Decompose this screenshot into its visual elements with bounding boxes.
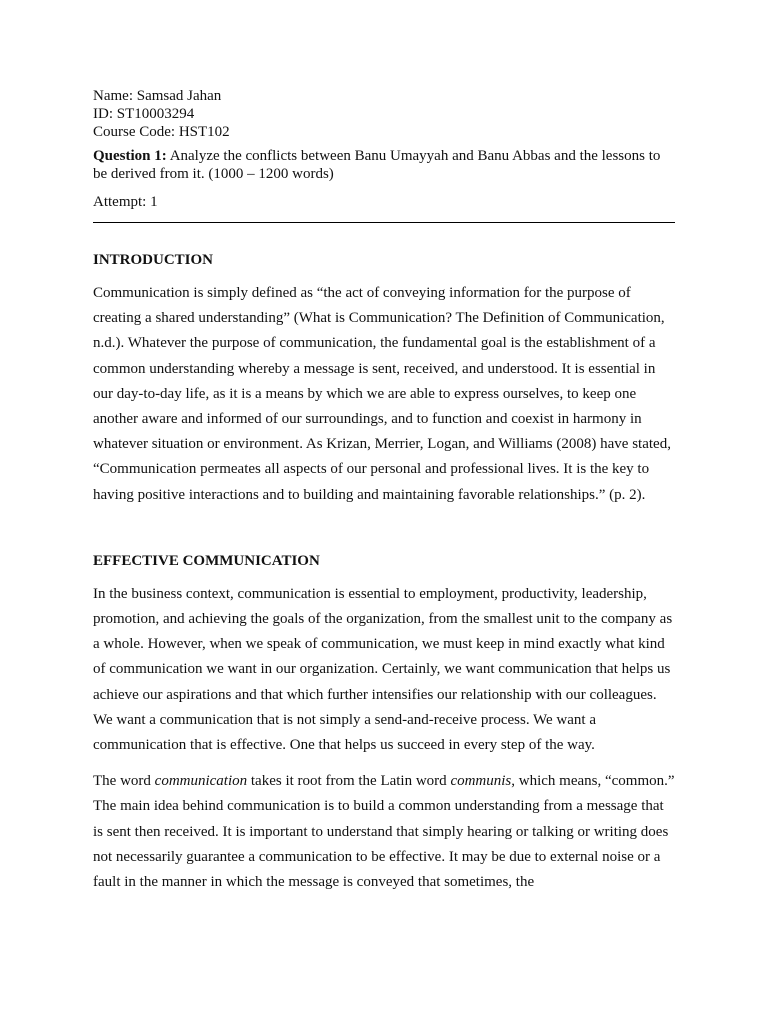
question-text: Analyze the conflicts between Banu Umayyah and Banu Abbas and the lessons to be derived from it. (1000 – 1200 words) <box>93 148 661 182</box>
header-divider <box>93 222 675 223</box>
paragraph-2-text-c: , which means, “common.” The main idea behind communication is to build a common understanding from a message that is sent then received. It is important to understand that simply hearing or talking or writing does not necessarily guarantee a communication to be effective. It may be due to external noise or a fault in the manner in which the message is conveyed that sometimes, the <box>93 773 675 891</box>
question-prompt <box>93 147 675 183</box>
student-id: ID: ST10003294 <box>93 106 195 122</box>
section-heading-introduction: INTRODUCTION <box>93 252 214 268</box>
student-name: Name: Samsad Jahan <box>93 88 222 104</box>
effective-communication-paragraph-1: In the business context, communication is essential to employment, productivity, leadership, promotion, and achieving the goals of the organization, from the smallest unit to the company as a whole. However, when we speak of communication, we must keep in mind exactly what kind of communication we want in our organization. Certainly, we want communication that helps us achieve our aspirations and that which further intensifies our relationship with our colleagues. We want a communication that is not simply a send-and-receive process. We want a communication that is effective. One that helps us succeed in every step of the way. <box>93 585 673 754</box>
document-page <box>93 87 675 895</box>
effective-communication-paragraph-2 <box>93 769 675 895</box>
question-label: Question 1: <box>93 148 167 164</box>
paragraph-2-text-a: The word <box>93 773 155 790</box>
section-heading-effective-communication: EFFECTIVE COMMUNICATION <box>93 552 320 569</box>
word-communis: communis <box>450 773 512 790</box>
word-communication: communication <box>154 773 248 790</box>
introduction-paragraph: Communication is simply defined as “the act of conveying information for the purpose of creating a shared understanding” (What is Communication? The Definition of Communication, n.d.). Whatever the purpose of communication, the fundamental goal is the establishment of a common understanding whereby a message is sent, received, and understood. It is essential in our day-to-day life, as it is a means by which we are able to express ourselves, to keep one another aware and informed of our surroundings, and to function and coexist in harmony in whatever situation or environment. As Krizan, Merrier, Logan, and Williams (2008) have stated, “Communication permeates all aspects of our personal and professional lives. It is the key to having positive interactions and to building and maintaining favorable relationships.” (p. 2). <box>93 285 671 503</box>
attempt-number: Attempt: 1 <box>93 194 158 210</box>
paragraph-2-text-b: takes it root from the Latin word <box>247 773 451 790</box>
course-code: Course Code: HST102 <box>93 124 230 140</box>
